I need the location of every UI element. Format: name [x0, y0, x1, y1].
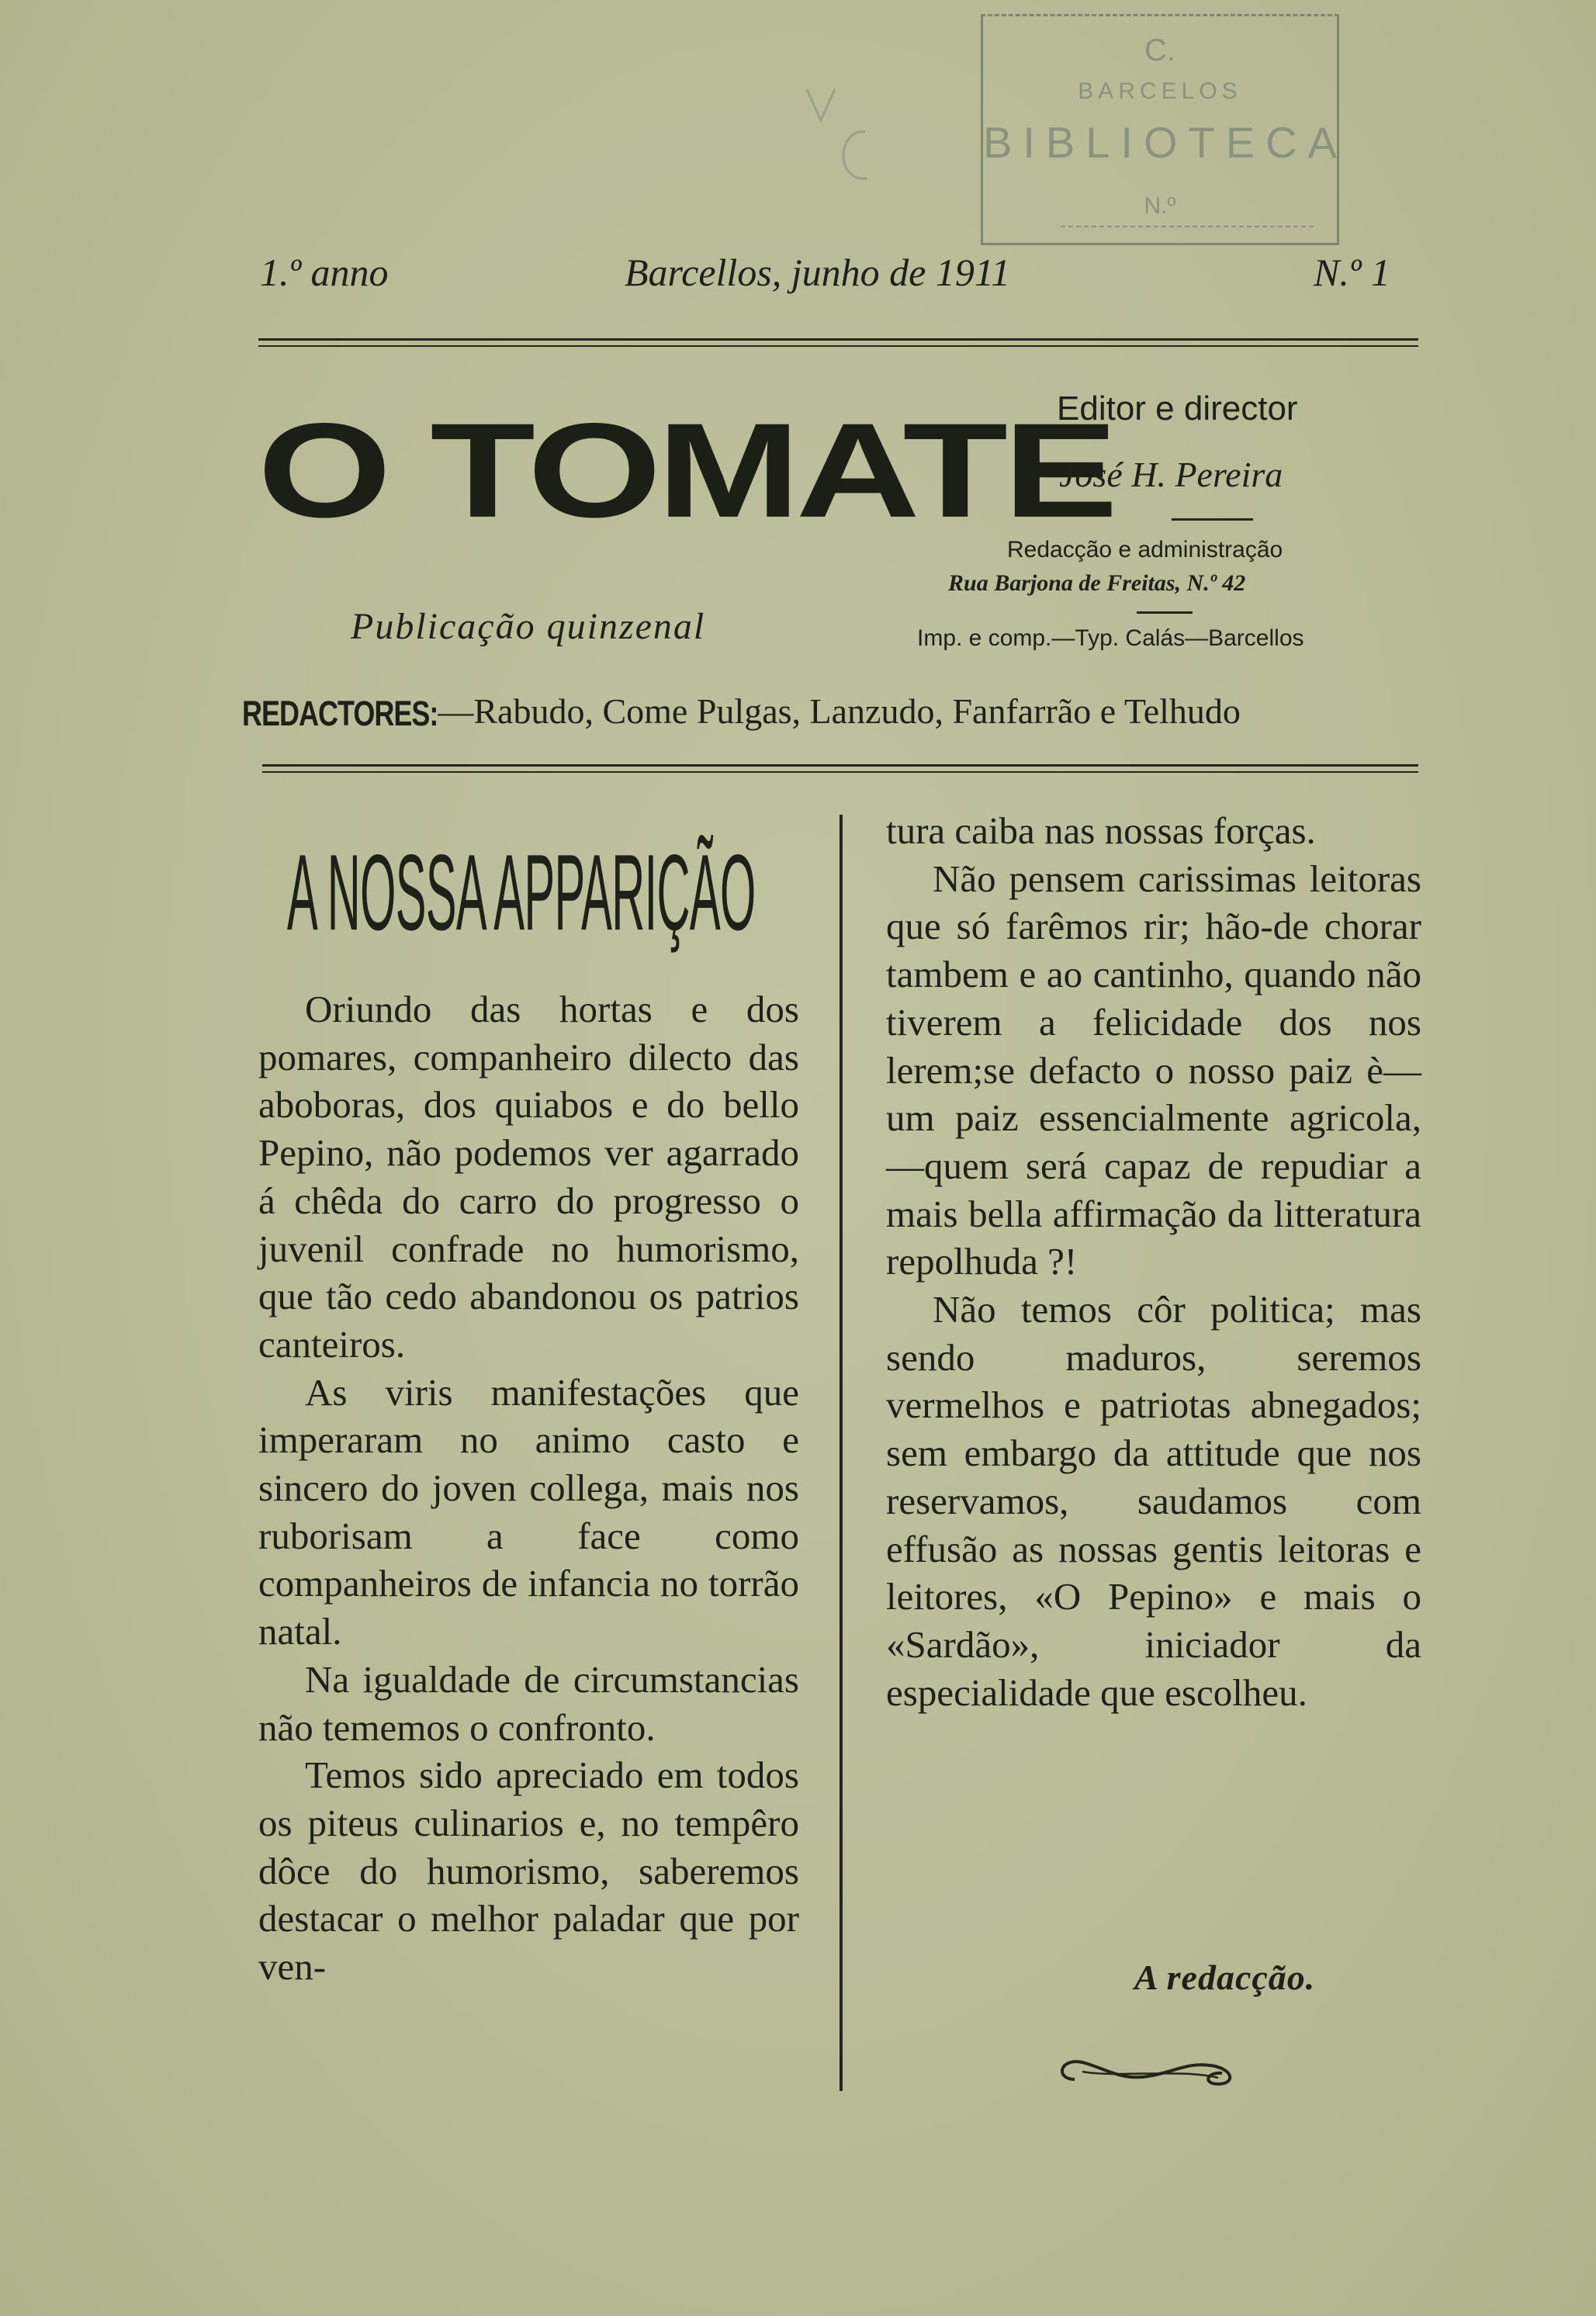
issue-place-date: Barcellos, junho de 1911: [625, 251, 1011, 294]
article-paragraph: Não temos côr politica; mas sendo maduros, seremos vermelhos e patriotas abnegados; sem embargo da attitude que nos reservamos, saudamos com effusão as nossas gentis leitoras e leitores, «O Pepino» e mais o «Sardão», iniciador da especialidade que escolheu.: [886, 1288, 1421, 1714]
newspaper-title: O TOMATE: [258, 395, 1114, 546]
print-info: Imp. e comp.—Typ. Calás—Barcellos: [917, 625, 1304, 651]
article-paragraph: Na igualdade de circumstancias não tememos o confronto.: [258, 1657, 799, 1749]
stamp-line-1: C.: [1144, 33, 1175, 68]
article-paragraph: Não pensem carissimas leitoras que só farêmos rir; hão-de chorar tambem e ao cantinho, quando não tiverem a felicidade dos nos lerem;se defacto o nosso paiz è—um paiz essencialmente agricola,—quem será capaz de repudiar a mais bella affirmação da litteratura repolhuda ?!: [886, 857, 1421, 1283]
article-column-2: [886, 807, 1421, 1716]
address-divider: [1137, 611, 1193, 614]
masthead-bottom-rule: [262, 764, 1418, 773]
editor-divider: [1172, 518, 1253, 521]
editor-name: José H. Pereira: [1059, 455, 1283, 494]
issue-number: N.º 1: [1314, 251, 1390, 294]
library-stamp: [981, 14, 1348, 245]
redactores-label: REDACTORES:: [242, 693, 438, 733]
article-paragraph: Temos sido apreciado em todos os piteus culinarios e, no tempêro dôce do humorismo, saberemos destacar o melhor paladar que por ven-: [258, 1753, 799, 1989]
stamp-underline: [1061, 226, 1314, 227]
article-paragraph: As viris manifestações que imperaram no animo casto e sincero do joven collega, mais nos ruborisam a face como companheiros de infancia no torrão natal.: [258, 1370, 799, 1653]
editor-label: Editor e director: [1057, 389, 1298, 428]
article-signature: A redacção.: [1134, 1958, 1316, 1997]
stamp-line-4: N.º: [1144, 193, 1176, 219]
article-paragraph: tura caiba nas nossas forças.: [886, 809, 1316, 852]
flourish-ornament-icon: [1051, 2048, 1245, 2095]
newspaper-subtitle: Publicação quinzenal: [351, 606, 706, 647]
article-title: A NOSSA APPARIÇÃO: [287, 833, 756, 954]
stamp-line-3: BIBLIOTECA: [983, 118, 1348, 167]
column-divider: [840, 815, 843, 2091]
redactores-line: [242, 691, 1241, 732]
redactores-names: —Rabudo, Come Pulgas, Lanzudo, Fanfarrão e Telhudo: [438, 691, 1241, 731]
article-column-1: [258, 985, 799, 1991]
masthead-top-rule: [258, 338, 1418, 347]
admin-label: Redacção e administração: [1007, 537, 1283, 563]
stamp-line-2: BARCELOS: [1078, 78, 1242, 104]
admin-address: Rua Barjona de Freitas, N.º 42: [948, 570, 1246, 596]
pencil-mark-icon: [791, 74, 885, 190]
issue-year: 1.º anno: [260, 251, 389, 294]
article-paragraph: Oriundo das hortas e dos pomares, companheiro dilecto das aboboras, dos quiabos e do bello Pepino, não podemos ver agarrado á chêda do carro do progresso o juvenil confrade no humorismo, que tão cedo abandonou os patrios canteiros.: [258, 988, 799, 1366]
